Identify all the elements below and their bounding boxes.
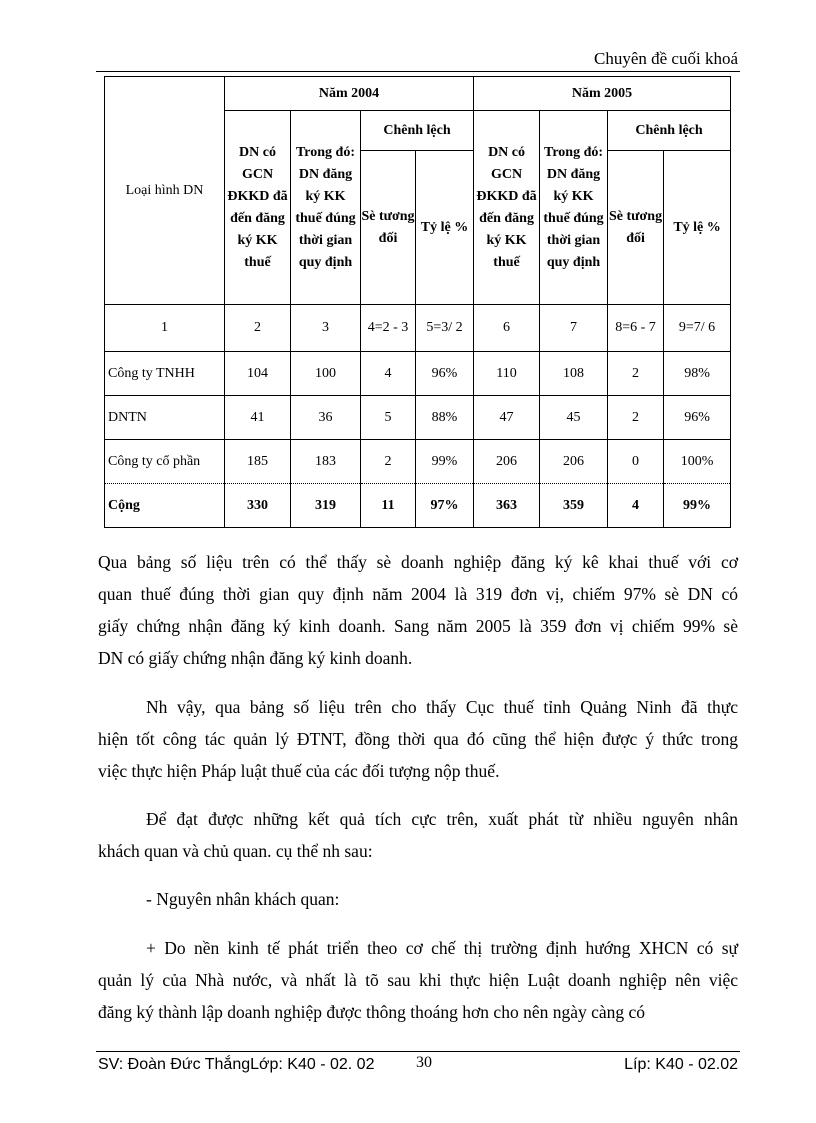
col-so-tuong-doi-2005: Sè tương đối: [608, 151, 664, 305]
table-cell: 359: [540, 484, 608, 528]
table-row: [105, 352, 731, 396]
text-line: Qua bảng số liệu trên có thể thấy sè doanh nghiệp đăng ký kê khai thuế với cơ: [98, 552, 738, 572]
text-line: Để đạt được những kết quả tích cực trên, xuất phát từ nhiều nguyên nhân: [146, 809, 738, 829]
table-cell: 4=2 - 3: [361, 305, 416, 352]
table-cell: 4: [608, 484, 664, 528]
header-title: Chuyên đề cuối khoá: [594, 49, 738, 68]
header-rule: [96, 71, 740, 72]
footer-class: Líp: K40 - 02.02: [624, 1056, 738, 1073]
paragraph-1: [98, 546, 738, 674]
col-ty-le-2004: Tỷ lệ %: [416, 151, 474, 305]
table-cell: 5: [361, 396, 416, 440]
table-cell: 206: [474, 440, 540, 484]
paragraph-4: [98, 883, 738, 915]
table-cell: 2: [361, 440, 416, 484]
table-row: [105, 396, 731, 440]
text-line: + Do nền kinh tế phát triển theo cơ chế thị trường định hướng XHCN có sự: [146, 938, 738, 958]
table-cell: 0: [608, 440, 664, 484]
text-line: khách quan và chủ quan. cụ thể nh sau:: [98, 841, 373, 861]
year-2004-header: Năm 2004: [225, 77, 474, 111]
text-line: hiện tốt công tác quản lý ĐTNT, đồng thời qua đó cũng thể hiện được ý thức trong: [98, 729, 738, 749]
table-cell: 99%: [416, 440, 474, 484]
col-chenh-lech-2004: Chênh lệch: [361, 111, 474, 151]
year-2005-header: Năm 2005: [474, 77, 731, 111]
table-cell: 98%: [664, 352, 731, 396]
table-cell: 330: [225, 484, 291, 528]
table-cell: 110: [474, 352, 540, 396]
col-so-tuong-doi-2004: Sè tương đối: [361, 151, 416, 305]
table-cell: 108: [540, 352, 608, 396]
table-cell: 3: [291, 305, 361, 352]
table-cell: 2: [225, 305, 291, 352]
table-cell: Công ty TNHH: [105, 352, 225, 396]
table-cell: 4: [361, 352, 416, 396]
table-cell: 185: [225, 440, 291, 484]
page-number: 30: [416, 1054, 432, 1071]
table-cell: 183: [291, 440, 361, 484]
text-line: quản lý của Nhà nước, và nhất là tõ sau khi thực hiện Luật doanh nghiệp nên việc: [98, 970, 738, 990]
paragraph-2: [98, 691, 738, 787]
table-cell: 7: [540, 305, 608, 352]
table-cell: 1: [105, 305, 225, 352]
table-cell: 2: [608, 396, 664, 440]
col-chenh-lech-2005: Chênh lệch: [608, 111, 731, 151]
table-cell: 99%: [664, 484, 731, 528]
footer-student: SV: Đoàn Đức ThắngLớp: K40 - 02. 02: [98, 1056, 375, 1073]
table-cell: 363: [474, 484, 540, 528]
text-line: quan thuế đúng thời gian quy định năm 2004 là 319 đơn vị, chiếm 97% sè DN có: [98, 584, 738, 604]
table-cell: 100: [291, 352, 361, 396]
table-cell: 8=6 - 7: [608, 305, 664, 352]
col-trong-do-2004: Trong đó: DN đăng ký KK thuế đúng thời gian quy định: [291, 111, 361, 305]
table-cell: 104: [225, 352, 291, 396]
table-cell: 206: [540, 440, 608, 484]
table-cell: 36: [291, 396, 361, 440]
total-row: [105, 484, 731, 528]
col-trong-do-2005: Trong đó: DN đăng ký KK thuế đúng thời gian quy định: [540, 111, 608, 305]
table-cell: 41: [225, 396, 291, 440]
table-cell: 5=3/ 2: [416, 305, 474, 352]
table-cell: 2: [608, 352, 664, 396]
table-cell: 97%: [416, 484, 474, 528]
table-cell: 96%: [416, 352, 474, 396]
text-line: DN có giấy chứng nhận đăng ký kinh doanh.: [98, 648, 413, 668]
footer-rule: [96, 1051, 740, 1052]
table-row: [105, 440, 731, 484]
table-cell: 45: [540, 396, 608, 440]
text-line: - Nguyên nhân khách quan:: [146, 889, 340, 909]
table-cell: 100%: [664, 440, 731, 484]
index-row: [105, 305, 731, 352]
table-cell: 11: [361, 484, 416, 528]
table-cell: 47: [474, 396, 540, 440]
paragraph-5: [98, 932, 738, 1028]
text-line: giấy chứng nhận đăng ký kinh doanh. Sang năm 2005 là 359 đơn vị chiếm 99% sè: [98, 616, 738, 636]
table-cell: 319: [291, 484, 361, 528]
statistics-table: [104, 76, 731, 528]
col-dn-gcn-2004: DN có GCN ĐKKD đã đến đăng ký KK thuế: [225, 111, 291, 305]
text-line: Nh vậy, qua bảng số liệu trên cho thấy Cục thuế tỉnh Quảng Ninh đã thực: [146, 697, 738, 717]
table-cell: 96%: [664, 396, 731, 440]
paragraph-3: [98, 803, 738, 867]
table-cell: DNTN: [105, 396, 225, 440]
row-header-label: Loại hình DN: [105, 77, 225, 305]
table-cell: Công ty cổ phần: [105, 440, 225, 484]
table-cell: 6: [474, 305, 540, 352]
table-cell: 88%: [416, 396, 474, 440]
text-line: việc thực hiện Pháp luật thuế của các đối tượng nộp thuế.: [98, 761, 500, 781]
col-dn-gcn-2005: DN có GCN ĐKKD đã đến đăng ký KK thuế: [474, 111, 540, 305]
table-cell: 9=7/ 6: [664, 305, 731, 352]
text-line: đăng ký thành lập doanh nghiệp được thông thoáng hơn cho nên ngày càng có: [98, 1002, 646, 1022]
table-cell: Cộng: [105, 484, 225, 528]
col-ty-le-2005: Tỷ lệ %: [664, 151, 731, 305]
